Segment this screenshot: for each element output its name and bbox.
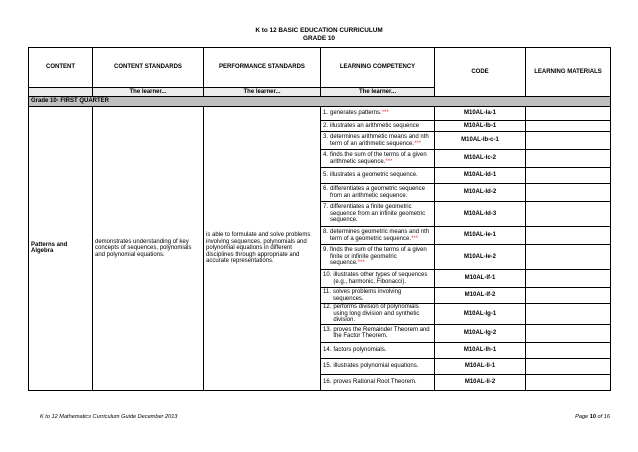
competency-cell: [321, 342, 435, 358]
column-header-learning-materials: LEARNING MATERIALS: [526, 48, 611, 97]
subheader-content-standards: The learner...: [93, 88, 204, 97]
competency-cell: [321, 288, 435, 304]
competency-text-wrap: [330, 110, 432, 117]
competency-text-wrap: [333, 272, 432, 285]
performance-standard-cell: is able to formulate and solve problems involving sequences, polynomials and polynomial equations in different disciplines through appropriate and accurate representations.: [204, 107, 321, 391]
learning-materials-cell: [526, 304, 611, 325]
learning-materials-cell: [526, 150, 611, 168]
competency-code: M10AL-Ie-2: [435, 245, 526, 270]
quarter-row: [29, 97, 611, 107]
competency-code: M10AL-Id-3: [435, 202, 526, 227]
competency-star-marker: ***: [411, 235, 419, 242]
competency-number: 11.: [323, 288, 331, 295]
competency-item: [323, 304, 432, 324]
competency-number: 3.: [323, 133, 329, 140]
competency-number: 15.: [323, 362, 332, 369]
competency-item: [323, 363, 432, 370]
competency-text-wrap: [333, 304, 432, 324]
competency-text-wrap: [330, 204, 432, 224]
competency-number: 14.: [323, 346, 332, 353]
footer-page-label: Page: [575, 414, 589, 420]
learning-materials-cell: [526, 342, 611, 358]
competency-code: M10AL-Ih-1: [435, 342, 526, 358]
learning-materials-cell: [526, 202, 611, 227]
competency-code: M10AL-Ie-1: [435, 227, 526, 245]
competency-star-marker: ***: [357, 260, 365, 267]
learning-materials-cell: [526, 227, 611, 245]
competency-number: 13.: [323, 326, 332, 333]
competency-item: [323, 327, 432, 340]
competency-number: 7.: [323, 204, 329, 211]
competency-item: [323, 123, 432, 130]
column-header-content: CONTENT: [29, 48, 93, 88]
competency-number: 1.: [323, 110, 329, 117]
learning-materials-cell: [526, 132, 611, 150]
competency-cell: [321, 374, 435, 390]
content-cell: Patterns and Algebra: [29, 107, 93, 391]
competency-number: 16.: [323, 378, 332, 385]
competency-item: [323, 379, 432, 386]
competency-cell: [321, 227, 435, 245]
competency-code: M10AL-Ib-1: [435, 121, 526, 132]
competency-code: M10AL-Ig-1: [435, 304, 526, 325]
competency-item: [323, 272, 432, 285]
competency-text: differentiates a geometric sequence from an arithmetic sequence.: [330, 185, 425, 199]
competency-text-wrap: [330, 172, 432, 179]
competency-code: M10AL-Ig-2: [435, 324, 526, 342]
competency-item: [323, 204, 432, 224]
column-header-learning-competency: LEARNING COMPETENCY: [321, 48, 435, 88]
competency-text: differentiates a finite geometric sequence from an infinite geometric sequence.: [330, 204, 426, 224]
competency-item: [323, 110, 432, 117]
competency-number: 9.: [323, 247, 329, 254]
column-header-code: CODE: [435, 48, 526, 97]
subheader-learning-competency: The learner...: [321, 88, 435, 97]
competency-cell: [321, 245, 435, 270]
competency-star-marker: ***: [414, 140, 422, 147]
competency-number: 5.: [323, 172, 329, 179]
competency-text: generates patterns.: [330, 110, 382, 117]
header-row: [29, 48, 611, 88]
competency-star-marker: ***: [381, 110, 389, 117]
competency-number: 8.: [323, 228, 329, 235]
document-title: K to 12 BASIC EDUCATION CURRICULUM: [255, 27, 383, 34]
competency-text: performs division of polynomials using long division and synthetic division.: [333, 304, 420, 324]
competency-text-wrap: [330, 152, 432, 165]
competency-item: [323, 247, 432, 267]
competency-code: M10AL-Id-1: [435, 168, 526, 184]
subheader-content-blank: [29, 88, 93, 97]
competency-code: M10AL-Ii-1: [435, 358, 526, 374]
competency-cell: [321, 270, 435, 288]
competency-code: M10AL-If-2: [435, 288, 526, 304]
competency-cell: [321, 358, 435, 374]
competency-text: illustrates a geometric sequence.: [330, 172, 418, 179]
competency-cell: [321, 150, 435, 168]
learning-materials-cell: [526, 358, 611, 374]
competency-number: 4.: [323, 151, 329, 158]
learning-materials-cell: [526, 374, 611, 390]
footer-guide-title: K to 12 Mathematics Curriculum Guide December 2013: [40, 414, 178, 420]
competency-text-wrap: [333, 363, 432, 370]
footer-page-total: of 16: [597, 414, 610, 420]
learning-materials-cell: [526, 121, 611, 132]
learning-materials-cell: [526, 245, 611, 270]
competency-number: 10.: [323, 271, 332, 278]
competency-item: [323, 134, 432, 147]
competency-code: M10AL-Ia-1: [435, 107, 526, 121]
document-subtitle: GRADE 10: [303, 35, 335, 42]
content-standard-cell: demonstrates understanding of key concepts of sequences, polynomials and polynomial equations.: [93, 107, 204, 391]
competency-item: [323, 186, 432, 199]
competency-item: [323, 152, 432, 165]
competency-text-wrap: [333, 347, 432, 354]
competency-code: M10AL-Id-2: [435, 184, 526, 202]
competency-cell: [321, 202, 435, 227]
learning-materials-cell: [526, 184, 611, 202]
competency-text: proves the Remainder Theorem and the Factor Theorem.: [333, 326, 430, 340]
competency-number: 2.: [323, 122, 329, 129]
footer-page-current: 10: [589, 414, 596, 420]
competency-number: 6.: [323, 185, 329, 192]
competency-cell: [321, 107, 435, 121]
competency-text-wrap: [330, 123, 432, 130]
competency-text: solves problems involving sequences.: [332, 288, 402, 302]
competency-row: [29, 107, 611, 121]
column-header-content-standards: CONTENT STANDARDS: [93, 48, 204, 88]
competency-code: M10AL-Ic-2: [435, 150, 526, 168]
competency-cell: [321, 324, 435, 342]
curriculum-table: [28, 47, 611, 391]
competency-text-wrap: [333, 379, 432, 386]
competency-cell: [321, 304, 435, 325]
competency-text: illustrates an arithmetic sequence: [330, 122, 420, 129]
footer-page-number: [575, 414, 610, 420]
competency-star-marker: ***: [385, 158, 393, 165]
competency-text-wrap: [330, 229, 432, 242]
competency-code: M10AL-Ib-c-1: [435, 132, 526, 150]
competency-text-wrap: [330, 186, 432, 199]
competency-text-wrap: [333, 327, 432, 340]
competency-item: [323, 289, 432, 302]
competency-text: illustrates other types of sequences (e.g., harmonic, Fibonacci).: [333, 271, 428, 285]
competency-item: [323, 347, 432, 354]
competency-code: M10AL-Ii-2: [435, 374, 526, 390]
competency-cell: [321, 121, 435, 132]
competency-text-wrap: [333, 289, 432, 302]
learning-materials-cell: [526, 270, 611, 288]
competency-item: [323, 172, 432, 179]
competency-text: determines geometric means and nth term of a geometric sequence.: [330, 228, 430, 242]
learning-materials-cell: [526, 324, 611, 342]
competency-text: determines arithmetic means and nth term of an arithmetic sequence.: [330, 133, 429, 147]
competency-item: [323, 229, 432, 242]
learning-materials-cell: [526, 107, 611, 121]
subheader-performance-standards: The learner...: [204, 88, 321, 97]
competency-cell: [321, 132, 435, 150]
competency-cell: [321, 184, 435, 202]
learning-materials-cell: [526, 168, 611, 184]
competency-text: proves Rational Root Theorem.: [333, 378, 417, 385]
column-header-performance-standards: PERFORMANCE STANDARDS: [204, 48, 321, 88]
competency-number: 12.: [323, 304, 332, 310]
competency-text: illustrates polynomial equations.: [333, 362, 419, 369]
competency-text: finds the sum of the terms of a given finite or infinite geometric sequence.: [330, 247, 427, 267]
competency-text-wrap: [330, 247, 432, 267]
competency-text: factors polynomials.: [333, 346, 387, 353]
quarter-label: Grade 10- FIRST QUARTER: [29, 97, 611, 107]
competency-code: M10AL-If-1: [435, 270, 526, 288]
competency-text-wrap: [330, 134, 432, 147]
learning-materials-cell: [526, 288, 611, 304]
competency-cell: [321, 168, 435, 184]
competency-text: finds the sum of the terms of a given arithmetic sequence.: [330, 151, 427, 165]
